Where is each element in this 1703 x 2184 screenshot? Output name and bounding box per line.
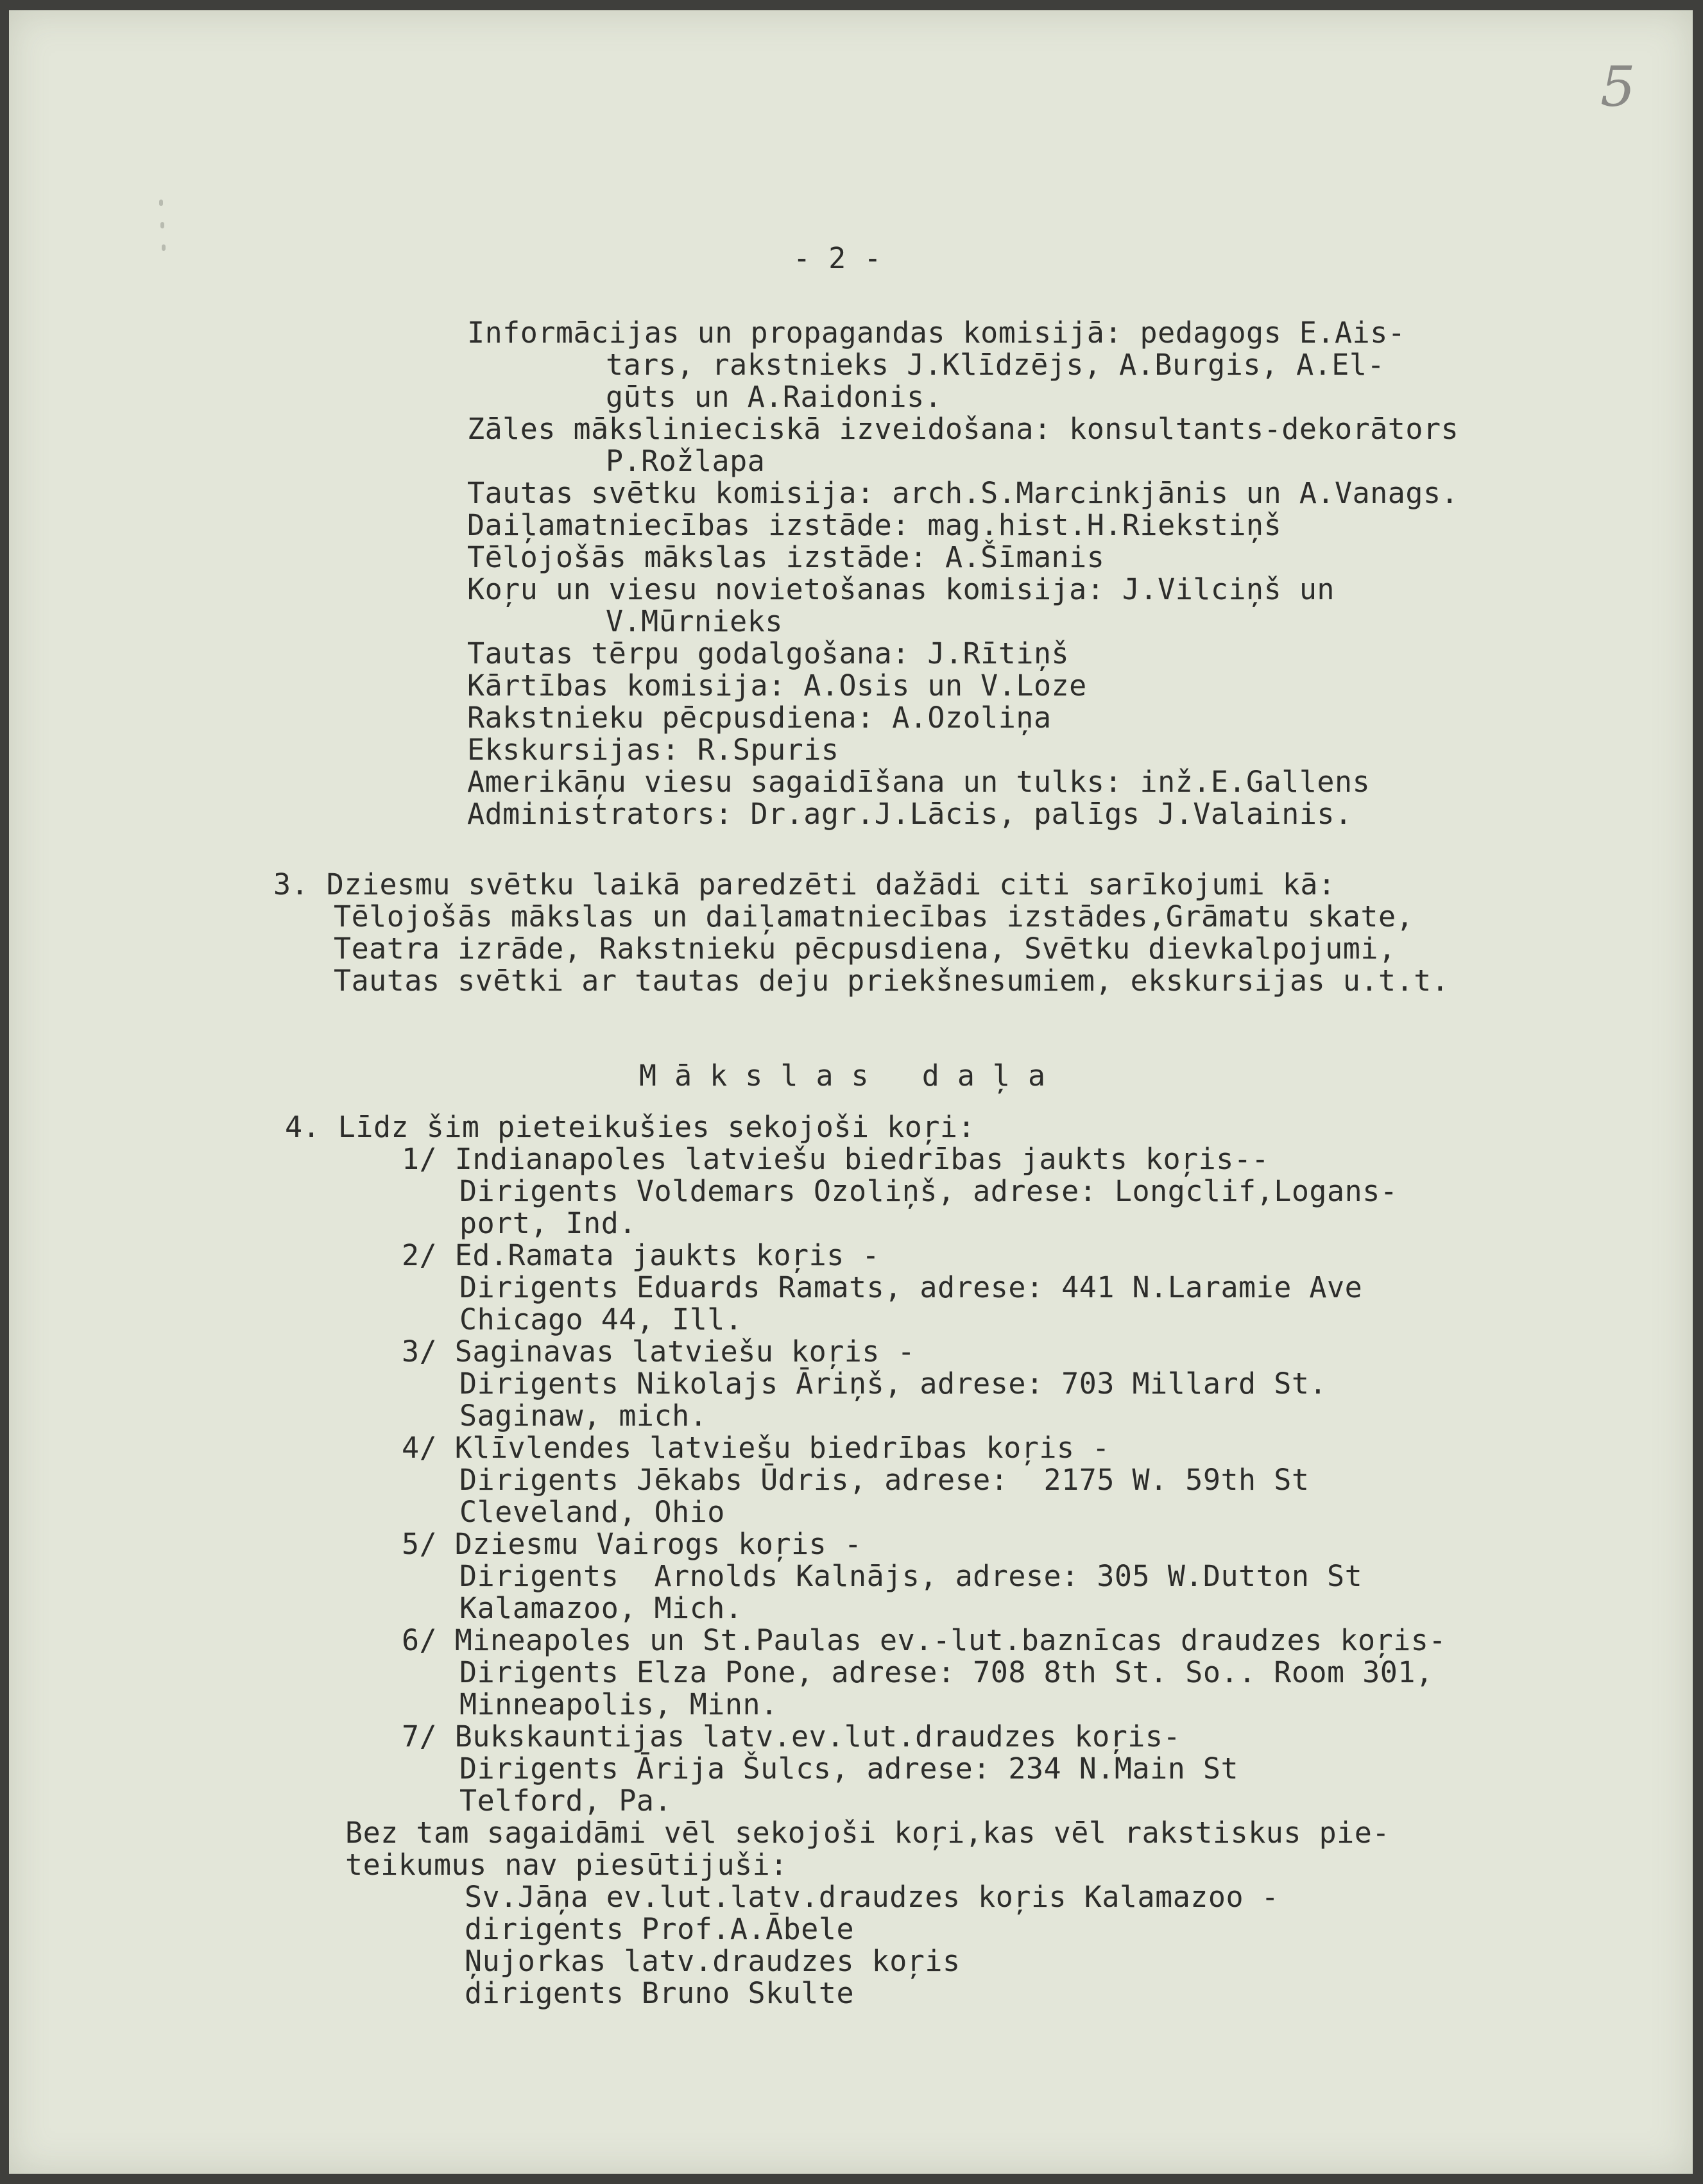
choir-line: Telford, Pa. <box>459 1784 672 1818</box>
commission-line: V.Mūrnieks <box>606 604 783 638</box>
choir-line: Dirigents Jēkabs Ūdris, adrese: 2175 W. 59th St <box>459 1463 1310 1497</box>
punch-mark <box>159 200 163 206</box>
commission-line: P.Rožlapa <box>606 444 766 478</box>
choir-line: port, Ind. <box>459 1206 637 1240</box>
additional-line: Sv.Jāņa ev.lut.latv.draudzes koŗis Kalamazoo - <box>465 1880 1279 1914</box>
choir-line: 3/ Saginavas latviešu koŗis - <box>402 1335 916 1369</box>
document-page <box>9 10 1693 2174</box>
section4-intro: 4. Līdz šim pieteikušies sekojoši koŗi: <box>285 1110 976 1144</box>
choir-line: Dirigents Eduards Ramats, adrese: 441 N.Laramie Ave <box>459 1270 1363 1304</box>
commission-line: Tautas tērpu godalgošana: J.Rītiņš <box>467 636 1070 670</box>
additional-line: Ņujorkas latv.draudzes koŗis <box>465 1944 961 1978</box>
section3-line: Tautas svētki ar tautas deju priekšnesumiem, ekskursijas u.t.t. <box>334 964 1450 998</box>
commission-line: Daiļamatniecības izstāde: mag.hist.H.Riekstiņš <box>467 508 1282 542</box>
commission-line: Administrators: Dr.agr.J.Lācis, palīgs J.Valainis. <box>467 797 1353 831</box>
section3-line: 3. Dziesmu svētku laikā paredzēti dažādi citi sarīkojumi kā: <box>273 867 1336 901</box>
additional-line: dirigents Bruno Skulte <box>465 1976 855 2010</box>
choir-line: 7/ Bukskauntijas latv.ev.lut.draudzes koŗis- <box>402 1719 1181 1753</box>
commission-line: Kārtības komisija: A.Osis un V.Loze <box>467 669 1087 703</box>
punch-mark <box>162 244 166 251</box>
commission-line: Tautas svētku komisija: arch.S.Marcinkjānis un A.Vanags. <box>467 476 1459 510</box>
choir-line: Cleveland, Ohio <box>459 1495 725 1529</box>
commission-line: Tēlojošās mākslas izstāde: A.Šīmanis <box>467 540 1105 574</box>
choir-line: 2/ Ed.Ramata jaukts koŗis - <box>402 1238 880 1272</box>
choir-line: Dirigents Nikolajs Āriņš, adrese: 703 Millard St. <box>459 1367 1328 1401</box>
additional-line: dirigents Prof.A.Ābele <box>465 1912 855 1946</box>
commission-line: Rakstnieku pēcpusdiena: A.Ozoliņa <box>467 701 1052 735</box>
commission-line: Koŗu un viesu novietošanas komisija: J.Vilciņš un <box>467 572 1335 606</box>
choir-line: Dirigents Elza Pone, adrese: 708 8th St. So.. Room 301, <box>459 1655 1433 1689</box>
handwritten-page-number: 5 <box>1600 55 1636 119</box>
punch-mark <box>160 222 164 228</box>
section-heading: Mākslas daļa <box>639 1059 1064 1093</box>
commission-line: Amerikāņu viesu sagaidīšana un tulks: inž.E.Gallens <box>467 765 1371 799</box>
choir-line: 6/ Mineapoles un St.Paulas ev.-lut.baznīcas draudzes koŗis- <box>402 1623 1446 1657</box>
choir-line: 1/ Indianapoles latviešu biedrības jaukts koŗis-- <box>402 1142 1270 1176</box>
commission-line: tars, rakstnieks J.Klīdzējs, A.Burgis, A.El- <box>606 348 1385 382</box>
additional-line: Bez tam sagaidāmi vēl sekojoši koŗi,kas vēl rakstiskus pie- <box>345 1816 1390 1850</box>
choir-line: Chicago 44, Ill. <box>459 1302 743 1336</box>
choir-line: Dirigents Arnolds Kalnājs, adrese: 305 W.Dutton St <box>459 1559 1363 1593</box>
page-number: - 2 - <box>793 241 882 275</box>
additional-line: teikumus nav piesūtijuši: <box>345 1848 788 1882</box>
section3-line: Teatra izrāde, Rakstnieku pēcpusdiena, Svētku dievkalpojumi, <box>334 932 1396 966</box>
choir-line: Dirigents Ārija Šulcs, adrese: 234 N.Main St <box>459 1752 1239 1786</box>
commission-line: Informācijas un propagandas komisijā: pedagogs E.Ais- <box>467 316 1406 350</box>
choir-line: Minneapolis, Minn. <box>459 1687 778 1721</box>
commission-line: Ekskursijas: R.Spuris <box>467 733 839 767</box>
commission-line: Zāles mākslinieciskā izveidošana: konsultants-dekorātors <box>467 412 1459 446</box>
commission-line: gūts un A.Raidonis. <box>606 380 943 414</box>
choir-line: Dirigents Voldemars Ozoliņš, adrese: Longclif,Logans- <box>459 1174 1398 1208</box>
choir-line: Saginaw, mich. <box>459 1399 708 1433</box>
section3-line: Tēlojošās mākslas un daiļamatniecības izstādes,Grāmatu skate, <box>334 900 1414 934</box>
choir-line: Kalamazoo, Mich. <box>459 1591 743 1625</box>
choir-line: 5/ Dziesmu Vairogs koŗis - <box>402 1527 862 1561</box>
choir-line: 4/ Klīvlendes latviešu biedrības koŗis - <box>402 1431 1110 1465</box>
